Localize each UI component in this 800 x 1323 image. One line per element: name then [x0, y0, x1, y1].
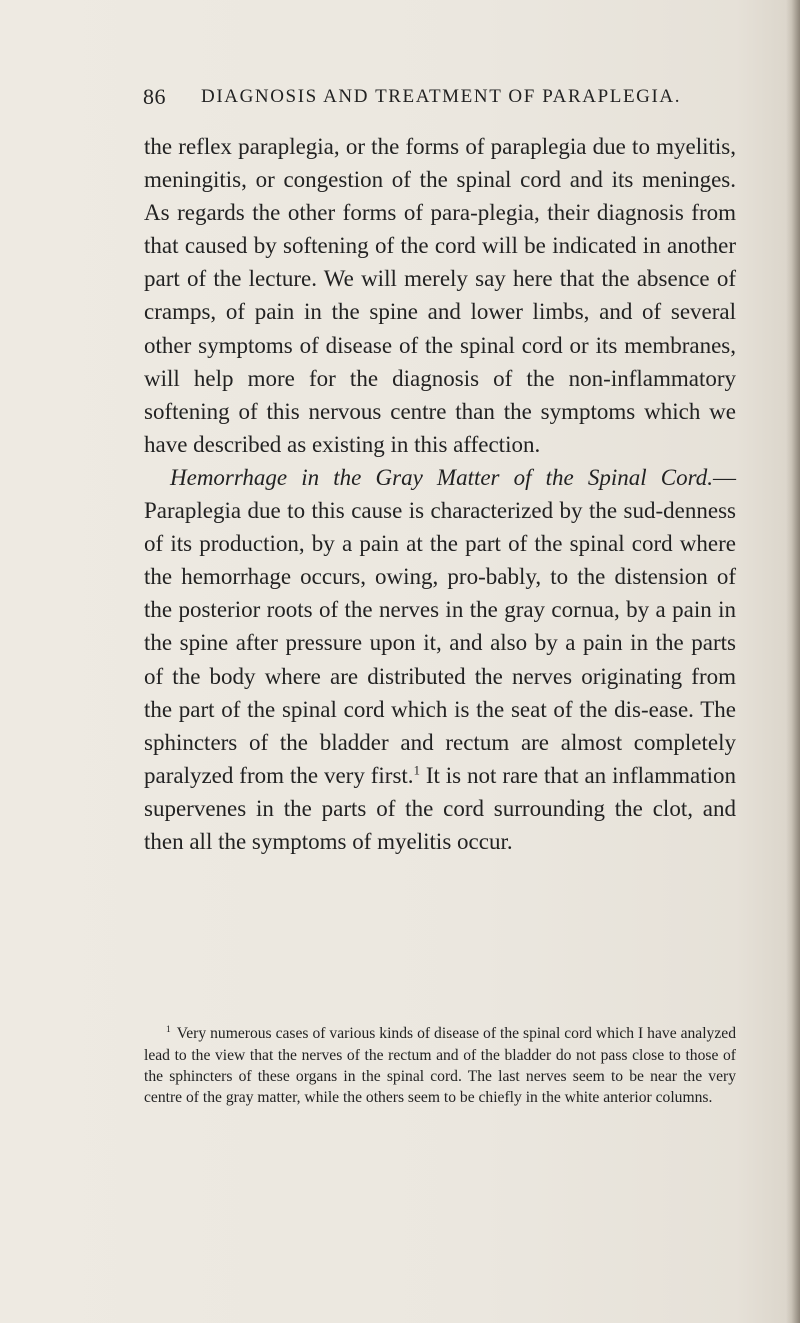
footnote-marker: 1 [166, 1025, 171, 1035]
section-title: Hemorrhage in the Gray Matter of the Spinal Cord. [170, 464, 713, 490]
section-dash: — [713, 464, 736, 490]
footnote-text: Very numerous cases of various kinds of disease of the spinal cord which I have analyzed lead to the view that the nerves of the rectum and of the bladder do not pass close to those of the sphincters of these organs in the spinal cord. The last nerves seem to be near the very centre of the gray matter, while the others seem to be chiefly in the white anterior columns. [144, 1025, 736, 1107]
page-number: 86 [143, 84, 166, 109]
footnote [144, 1020, 736, 1109]
paragraph-2-rest: It is not rare that an inflammation supervenes in the parts of the cord surrounding the clot, and then all the symptoms of myelitis occur. [144, 762, 736, 854]
body-text [144, 130, 736, 858]
page-header [143, 84, 703, 114]
paragraph-2 [144, 461, 736, 858]
footnote-reference: 1 [413, 763, 420, 778]
page-edge-shadow [786, 0, 800, 1323]
paragraph-1: the reflex paraplegia, or the forms of paraplegia due to myelitis, meningitis, or congestion of the spinal cord and its meninges. As regards the other forms of para-plegia, their diagnosis from that caused by softening of the cord will be indicated in another part of the lecture. We will merely say here that the absence of cramps, of pain in the spine and lower limbs, and of several other symptoms of disease of the spinal cord or its membranes, will help more for the diagnosis of the non-inflammatory softening of this nervous centre than the symptoms which we have described as existing in this affection. [144, 134, 736, 457]
running-title: DIAGNOSIS AND TREATMENT OF PARAPLEGIA. [201, 86, 682, 107]
paragraph-2-text: Paraplegia due to this cause is characterized by the sud-denness of its production, by a pain at the part of the spinal cord where the hemorrhage occurs, owing, pro-bably, to the distension of the posterior roots of the nerves in the gray cornua, by a pain in the spine after pressure upon it, and also by a pain in the parts of the body where are distributed the nerves originating from the part of the spinal cord which is the seat of the dis-ease. The sphincters of the bladder and rectum are almost completely paralyzed from the very first. [144, 498, 736, 788]
